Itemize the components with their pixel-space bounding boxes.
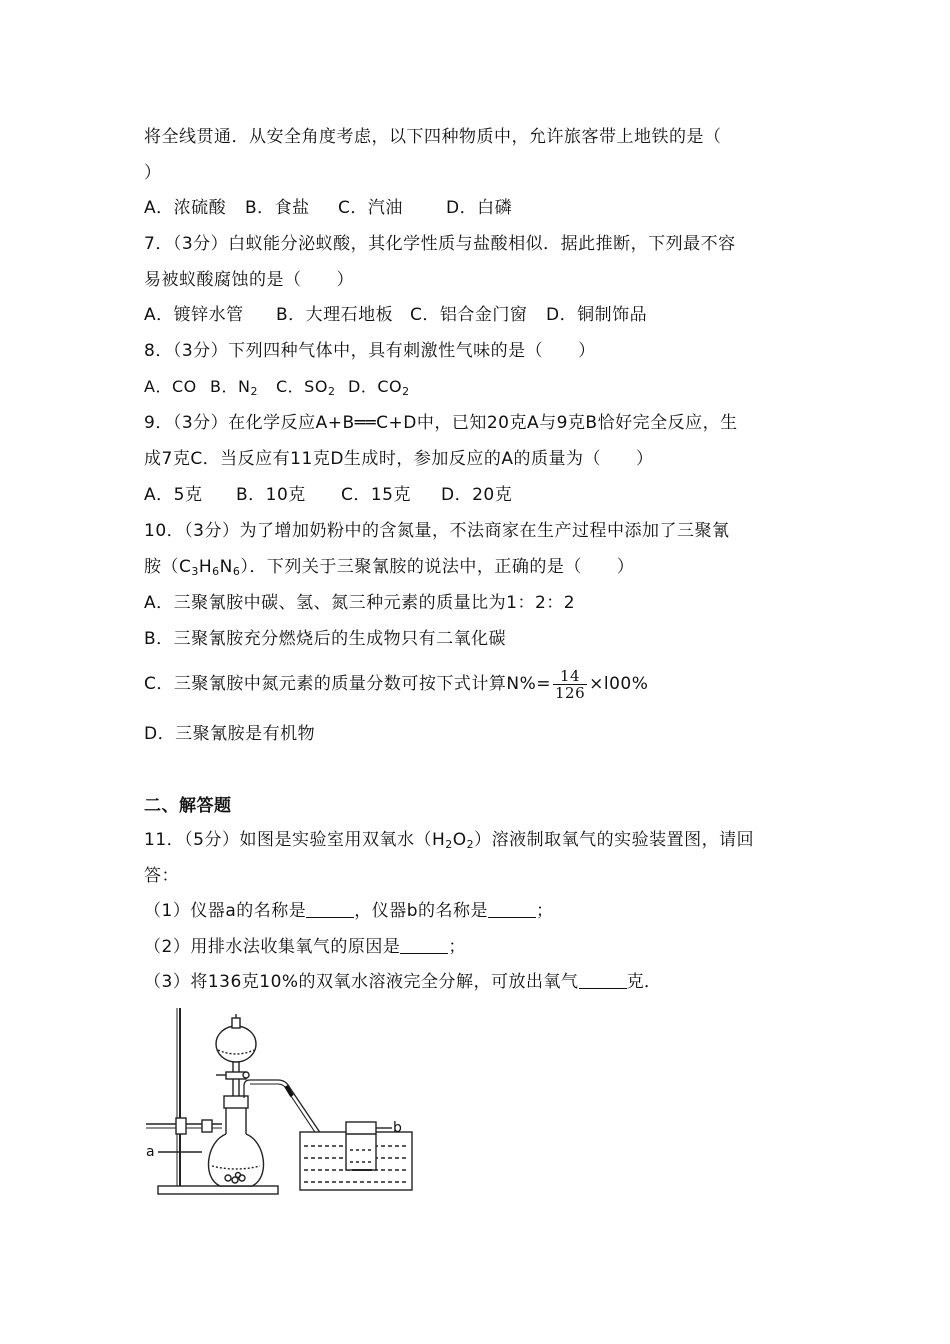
q11-part1-text: （1）仪器a的名称是 bbox=[144, 901, 307, 921]
q8-option-c bbox=[276, 376, 348, 398]
q6-option-d: D．白磷 bbox=[446, 198, 513, 218]
q10-text-post: ）．下列关于三聚氰胺的说法中，正确的是（ ） bbox=[240, 557, 635, 577]
q11-part1 bbox=[144, 900, 554, 922]
q8-options bbox=[144, 376, 410, 398]
gas-collecting-bottle bbox=[346, 1122, 376, 1170]
q7-option-d: D．铜制饰品 bbox=[546, 305, 648, 325]
q8-option-b-sub: 2 bbox=[250, 385, 258, 398]
q11-part2-end: ； bbox=[448, 937, 466, 957]
q8-option-c-text: C．SO bbox=[276, 377, 328, 396]
q9-stem-line2: 成7克C．当反应有11克D生成时，参加反应的A的质量为（ ） bbox=[144, 449, 654, 469]
q6-stem bbox=[144, 126, 722, 148]
q11-part3 bbox=[144, 971, 662, 993]
separatory-funnel bbox=[216, 1026, 256, 1062]
q9-option-a: A．5克 bbox=[144, 485, 203, 505]
q11-part3-end: 克． bbox=[626, 972, 662, 992]
q8-option-b bbox=[210, 376, 276, 398]
q7-stem-line2: 易被蚁酸腐蚀的是（ ） bbox=[144, 270, 354, 290]
q7-option-a: A．镀锌水管 bbox=[144, 305, 244, 325]
q6-paren bbox=[144, 162, 162, 184]
q11-part2-text: （2）用排水法收集氧气的原因是 bbox=[144, 937, 401, 957]
q11-sub1: 2 bbox=[445, 838, 453, 851]
q8-stem: 8．（3分）下列四种气体中，具有刺激性气味的是（ ） bbox=[144, 341, 596, 361]
section-heading: 二、解答题 bbox=[144, 796, 232, 816]
q11-text-o: O bbox=[452, 830, 467, 850]
q7-option-b: B．大理石地板 bbox=[276, 305, 394, 325]
q7-option-c: C．铝合金门窗 bbox=[410, 305, 528, 325]
fraction bbox=[553, 668, 587, 701]
q11-stem-line1 bbox=[144, 829, 754, 851]
q6-options bbox=[144, 197, 512, 219]
fraction-numerator: 14 bbox=[553, 668, 587, 685]
answer-blank-a[interactable] bbox=[306, 901, 354, 918]
round-bottom-flask bbox=[209, 1134, 264, 1186]
q11-sub2: 2 bbox=[466, 838, 475, 851]
q9-option-c: C．15克 bbox=[341, 485, 412, 505]
q6-option-c: C．汽油 bbox=[338, 198, 403, 218]
q11-part2 bbox=[144, 936, 466, 958]
q10-option-a: A．三聚氰胺中碳、氢、氮三种元素的质量比为1：2：2 bbox=[144, 593, 576, 613]
q10-option-c-text: C．三聚氰胺中氮元素的质量分数可按下式计算N%= bbox=[144, 674, 551, 694]
q8-option-d bbox=[348, 376, 410, 398]
q10-text-pre: 胺（C bbox=[144, 557, 192, 577]
q10-sub1: 3 bbox=[191, 565, 199, 578]
q10-text-h: H bbox=[198, 557, 213, 577]
q11-part1-end: ； bbox=[536, 901, 554, 921]
q6-paren-text: ） bbox=[144, 163, 162, 183]
q10-option-c-post: ×l00% bbox=[589, 674, 649, 694]
q11-text-post: ）溶液制取氧气的实验装置图，请回 bbox=[474, 830, 755, 850]
q11-stem-line2: 答： bbox=[144, 866, 179, 886]
q8-option-d-sub: 2 bbox=[402, 385, 410, 398]
q11-part1-mid: ，仪器b的名称是 bbox=[354, 901, 489, 921]
answer-blank-mass[interactable] bbox=[579, 972, 627, 989]
q7-stem-line1: 7．（3分）白蚁能分泌蚁酸，其化学性质与盐酸相似．据此推断，下列最不容 bbox=[144, 234, 736, 254]
label-b: b bbox=[393, 1120, 402, 1136]
stand-base bbox=[158, 1186, 278, 1194]
q6-option-b: B．食盐 bbox=[245, 198, 310, 218]
q8-option-b-text: B．N bbox=[210, 377, 251, 396]
q7-options bbox=[144, 304, 647, 326]
q10-option-b: B．三聚氰胺充分燃烧后的生成物只有二氧化碳 bbox=[144, 629, 507, 649]
q10-sub2: 6 bbox=[212, 565, 220, 578]
q10-text-n: N bbox=[219, 557, 233, 577]
q10-option-d: D．三聚氰胺是有机物 bbox=[144, 724, 316, 744]
q10-option-c bbox=[144, 664, 648, 704]
label-a: a bbox=[146, 1144, 155, 1160]
q11-text-pre: 11．（5分）如图是实验室用双氧水（H bbox=[144, 830, 446, 850]
q6-option-a: A．浓硫酸 bbox=[144, 198, 227, 218]
q9-stem-line1: 9．（3分）在化学反应A+B══C+D中，已知20克A与9克B恰好完全反应，生 bbox=[144, 413, 738, 433]
apparatus-figure bbox=[140, 1000, 420, 1205]
answer-blank-b[interactable] bbox=[488, 901, 536, 918]
q10-stem-line1: 10．（3分）为了增加奶粉中的含氮量，不法商家在生产过程中添加了三聚氰 bbox=[144, 521, 730, 541]
q11-part3-text: （3）将136克10%的双氧水溶液完全分解，可放出氧气 bbox=[144, 972, 579, 992]
answer-blank-reason[interactable] bbox=[400, 937, 448, 954]
q9-option-d: D．20克 bbox=[441, 485, 513, 505]
q9-options bbox=[144, 484, 512, 506]
q8-option-a: A．CO bbox=[144, 377, 197, 396]
q9-option-b: B．10克 bbox=[236, 485, 306, 505]
q8-option-c-sub: 2 bbox=[327, 385, 336, 398]
q10-stem-line2 bbox=[144, 556, 634, 578]
fraction-denominator: 126 bbox=[554, 683, 586, 702]
q10-sub3: 6 bbox=[232, 565, 241, 578]
q6-stem-text: 将全线贯通．从安全角度考虑，以下四种物质中，允许旅客带上地铁的是（ bbox=[144, 127, 722, 147]
q8-option-d-text: D．CO bbox=[348, 377, 403, 396]
